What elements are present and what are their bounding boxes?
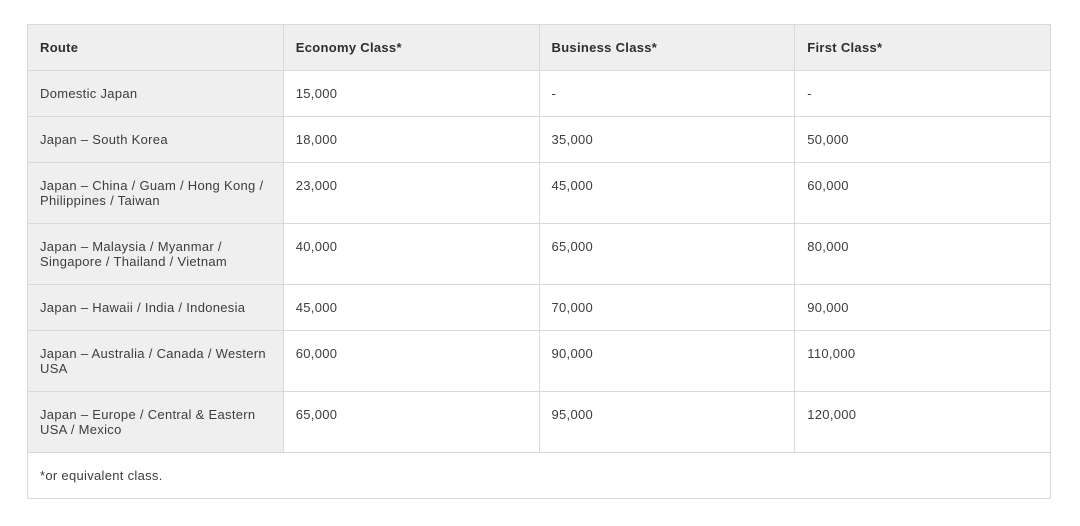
route-cell: Japan – Australia / Canada / Western USA [28, 331, 284, 392]
table-row [28, 71, 1051, 117]
business-value-cell: 95,000 [539, 392, 795, 453]
award-chart-container [27, 24, 1051, 499]
first-value-cell: 50,000 [795, 117, 1051, 163]
first-value-cell: - [795, 71, 1051, 117]
economy-value-cell: 15,000 [283, 71, 539, 117]
economy-value-cell: 23,000 [283, 163, 539, 224]
first-value-cell: 90,000 [795, 285, 1051, 331]
column-header-first-class: First Class* [795, 25, 1051, 71]
route-cell: Japan – Europe / Central & Eastern USA / Mexico [28, 392, 284, 453]
economy-value-cell: 18,000 [283, 117, 539, 163]
business-value-cell: 35,000 [539, 117, 795, 163]
footnote: *or equivalent class. [28, 453, 1051, 499]
award-chart-table [27, 24, 1051, 499]
route-cell: Japan – China / Guam / Hong Kong / Philippines / Taiwan [28, 163, 284, 224]
economy-value-cell: 60,000 [283, 331, 539, 392]
business-value-cell: - [539, 71, 795, 117]
first-value-cell: 120,000 [795, 392, 1051, 453]
business-value-cell: 65,000 [539, 224, 795, 285]
business-value-cell: 90,000 [539, 331, 795, 392]
column-header-economy-class: Economy Class* [283, 25, 539, 71]
route-cell: Japan – Hawaii / India / Indonesia [28, 285, 284, 331]
table-row [28, 285, 1051, 331]
table-row [28, 331, 1051, 392]
economy-value-cell: 45,000 [283, 285, 539, 331]
table-row [28, 163, 1051, 224]
first-value-cell: 80,000 [795, 224, 1051, 285]
route-cell: Japan – Malaysia / Myanmar / Singapore / Thailand / Vietnam [28, 224, 284, 285]
economy-value-cell: 40,000 [283, 224, 539, 285]
column-header-route: Route [28, 25, 284, 71]
table-row [28, 224, 1051, 285]
business-value-cell: 45,000 [539, 163, 795, 224]
first-value-cell: 60,000 [795, 163, 1051, 224]
table-footnote-row [28, 453, 1051, 499]
route-cell: Japan – South Korea [28, 117, 284, 163]
table-row [28, 117, 1051, 163]
business-value-cell: 70,000 [539, 285, 795, 331]
route-cell: Domestic Japan [28, 71, 284, 117]
column-header-business-class: Business Class* [539, 25, 795, 71]
table-header-row [28, 25, 1051, 71]
table-row [28, 392, 1051, 453]
economy-value-cell: 65,000 [283, 392, 539, 453]
first-value-cell: 110,000 [795, 331, 1051, 392]
